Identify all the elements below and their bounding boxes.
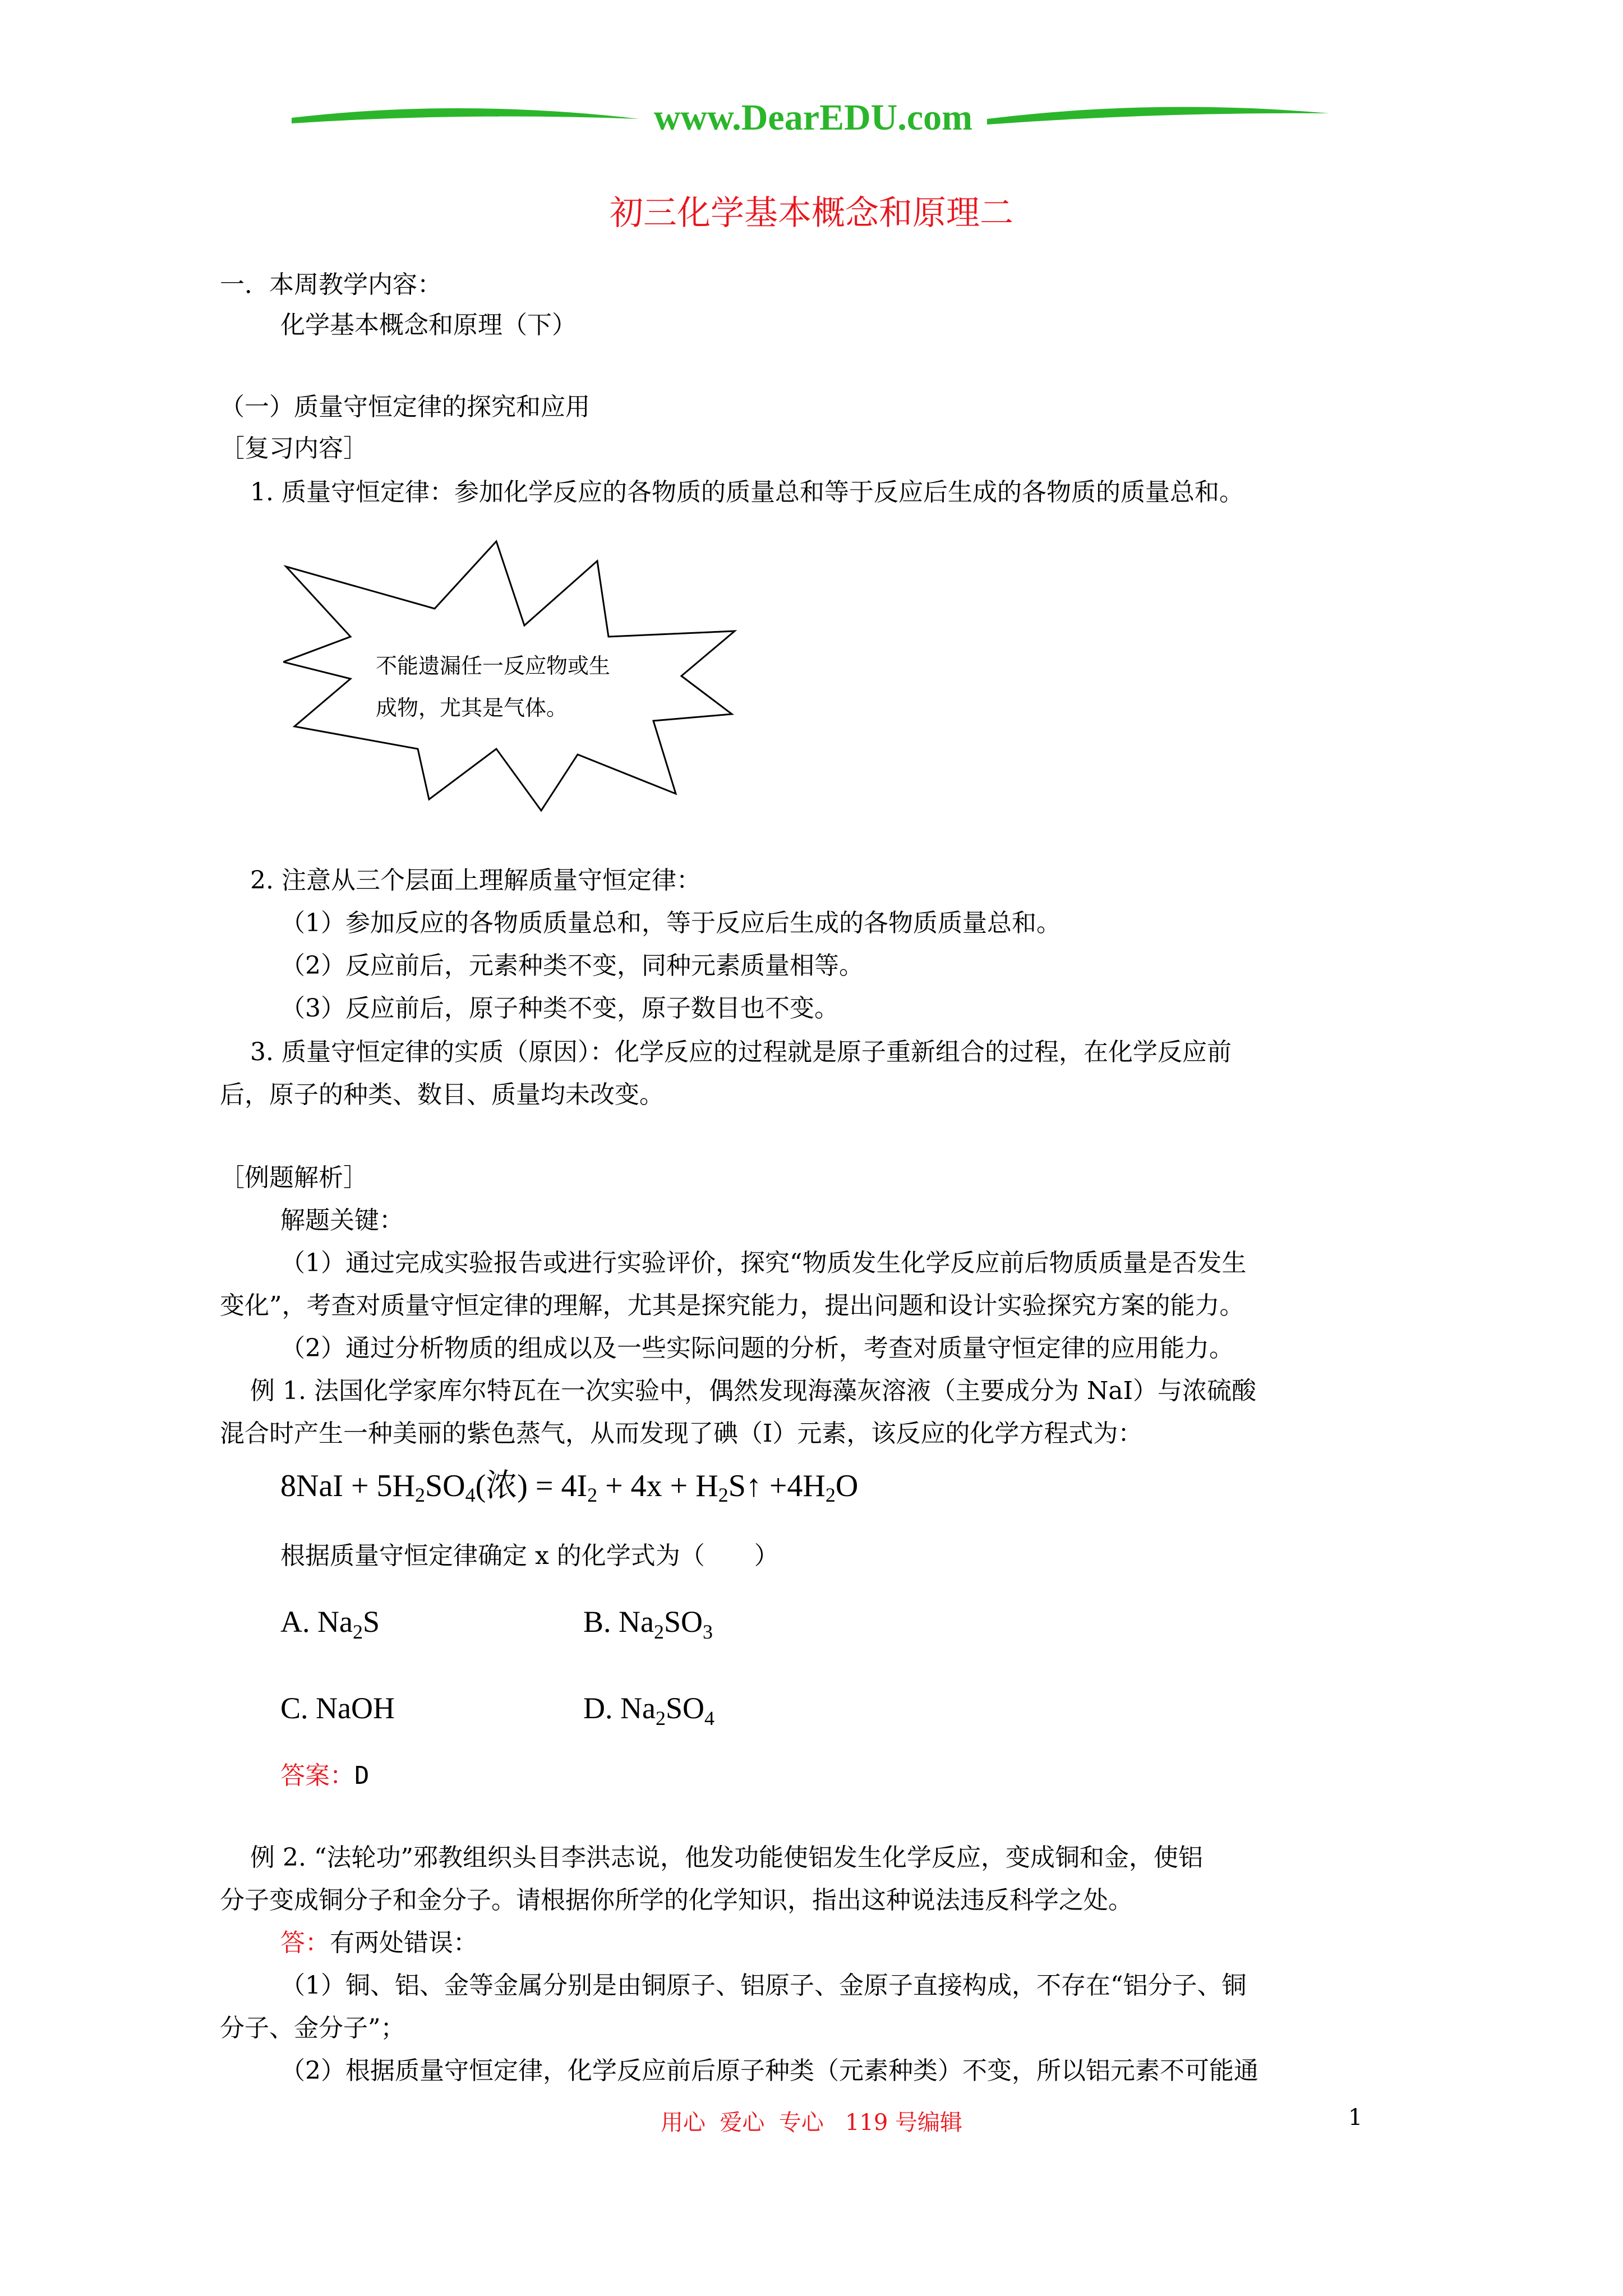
answer-value: D <box>354 1761 370 1790</box>
choice-sub: 3 <box>703 1621 713 1643</box>
item-3-line-2: 后，原子的种类、数目、质量均未改变。 <box>220 1080 664 1109</box>
eq-sub: 2 <box>825 1484 836 1506</box>
section-subheading: 化学基本概念和原理（下） <box>280 311 577 339</box>
logo-swoosh-left <box>292 101 639 140</box>
choice-part: A. Na <box>280 1605 353 1639</box>
eq-part: (浓) = 4I <box>475 1469 588 1503</box>
choice-d <box>583 1688 714 1728</box>
key-1-line-1: （1）通过完成实验报告或进行实验评价，探究“物质发生化学反应前后物质质量是否发生 <box>280 1249 1247 1277</box>
choice-sub: 4 <box>704 1707 714 1729</box>
key-2: （2）通过分析物质的组成以及一些实际问题的分析，考查对质量守恒定律的应用能力。 <box>280 1334 1234 1363</box>
page-title: 初三化学基本概念和原理二 <box>610 194 1013 233</box>
example-1-line-2: 混合时产生一种美丽的紫色蒸气，从而发现了碘（I）元素，该反应的化学方程式为： <box>220 1419 1143 1448</box>
choice-part: D. Na <box>583 1691 656 1725</box>
choice-sub: 2 <box>653 1621 664 1643</box>
item-2-sub-2: （2）反应前后，元素种类不变，同种元素质量相等。 <box>280 951 864 980</box>
answer-label: 答： <box>280 1929 330 1957</box>
eq-sub: 2 <box>587 1484 598 1506</box>
choice-b <box>583 1602 713 1641</box>
choice-part: B. Na <box>583 1605 654 1639</box>
header-logo <box>292 95 1329 163</box>
item-2-sub-3: （3）反应前后，原子种类不变，原子数目也不变。 <box>280 994 839 1023</box>
page-number: 1 <box>1348 2105 1363 2131</box>
callout-text-2: 成物，尤其是气体。 <box>376 696 568 720</box>
logo-text: www.DearEDU.com <box>653 97 973 138</box>
answer-intro: 有两处错误： <box>330 1929 478 1957</box>
eq-part: O <box>835 1469 859 1503</box>
eq-sub: 2 <box>414 1484 425 1506</box>
key-label: 解题关键： <box>280 1206 404 1235</box>
logo-swoosh-right <box>987 101 1329 140</box>
choice-part: SO <box>665 1691 704 1725</box>
item-1: 1. 质量守恒定律：参加化学反应的各物质的质量总和等于反应后生成的各物质的质量总和。 <box>250 478 1244 507</box>
example-2-answer-1-line-2: 分子、金分子”； <box>220 2014 405 2042</box>
choice-sub: 2 <box>352 1621 363 1643</box>
eq-part: S↑ +4H <box>728 1469 826 1503</box>
choice-part: C. NaOH <box>280 1691 395 1725</box>
eq-part: + 4x + H <box>597 1469 718 1503</box>
eq-sub: 2 <box>718 1484 728 1506</box>
choice-part: S <box>362 1605 380 1639</box>
chemical-equation <box>280 1466 858 1506</box>
example-2-line-1: 例 2. “法轮功”邪教组织头目李洪志说，他发功能使铝发生化学反应，变成铜和金，使铝 <box>250 1843 1203 1872</box>
example-2-answer-1-line-1: （1）铜、铝、金等金属分别是由铜原子、铝原子、金原子直接构成，不存在“铝分子、铜 <box>280 1971 1247 2000</box>
choice-c <box>280 1688 395 1728</box>
footer-text: 用心 爱心 专心 119 号编辑 <box>660 2110 963 2136</box>
eq-part: 8NaI + 5H <box>280 1469 415 1503</box>
item-3-line-1: 3. 质量守恒定律的实质（原因）：化学反应的过程就是原子重新组合的过程，在化学反应前 <box>250 1038 1232 1066</box>
key-1-line-2: 变化”，考查对质量守恒定律的理解，尤其是探究能力，提出问题和设计实验探究方案的能力。 <box>220 1291 1244 1320</box>
review-label: ［复习内容］ <box>220 434 368 463</box>
section-heading: 一．本周教学内容： <box>220 270 442 299</box>
example-2-line-2: 分子变成铜分子和金分子。请根据你所学的化学知识，指出这种说法违反科学之处。 <box>220 1886 1133 1915</box>
example-1-line-1: 例 1. 法国化学家库尔特瓦在一次实验中，偶然发现海藻灰溶液（主要成分为 NaI）与浓硫酸 <box>250 1377 1257 1405</box>
choice-a <box>280 1602 380 1641</box>
part1-heading: （一）质量守恒定律的探究和应用 <box>220 393 590 421</box>
answer-label: 答案： <box>280 1761 354 1790</box>
example-1-question: 根据质量守恒定律确定 x 的化学式为（ ） <box>280 1542 779 1570</box>
eq-part: SO <box>425 1469 465 1503</box>
examples-label: ［例题解析］ <box>220 1163 368 1192</box>
choice-sub: 2 <box>655 1707 666 1729</box>
eq-sub: 4 <box>465 1484 476 1506</box>
choice-part: SO <box>663 1605 703 1639</box>
example-2-answer <box>280 1926 478 1960</box>
item-2-sub-1: （1）参加反应的各物质质量总和，等于反应后生成的各物质质量总和。 <box>280 909 1061 937</box>
example-1-answer <box>280 1759 370 1793</box>
example-2-answer-2-line-1: （2）根据质量守恒定律，化学反应前后原子种类（元素种类）不变，所以铝元素不可能通 <box>280 2056 1258 2085</box>
callout-text-1: 不能遗漏任一反应物或生 <box>376 654 611 678</box>
item-2: 2. 注意从三个层面上理解质量守恒定律： <box>250 866 701 895</box>
callout-starburst <box>283 536 737 816</box>
